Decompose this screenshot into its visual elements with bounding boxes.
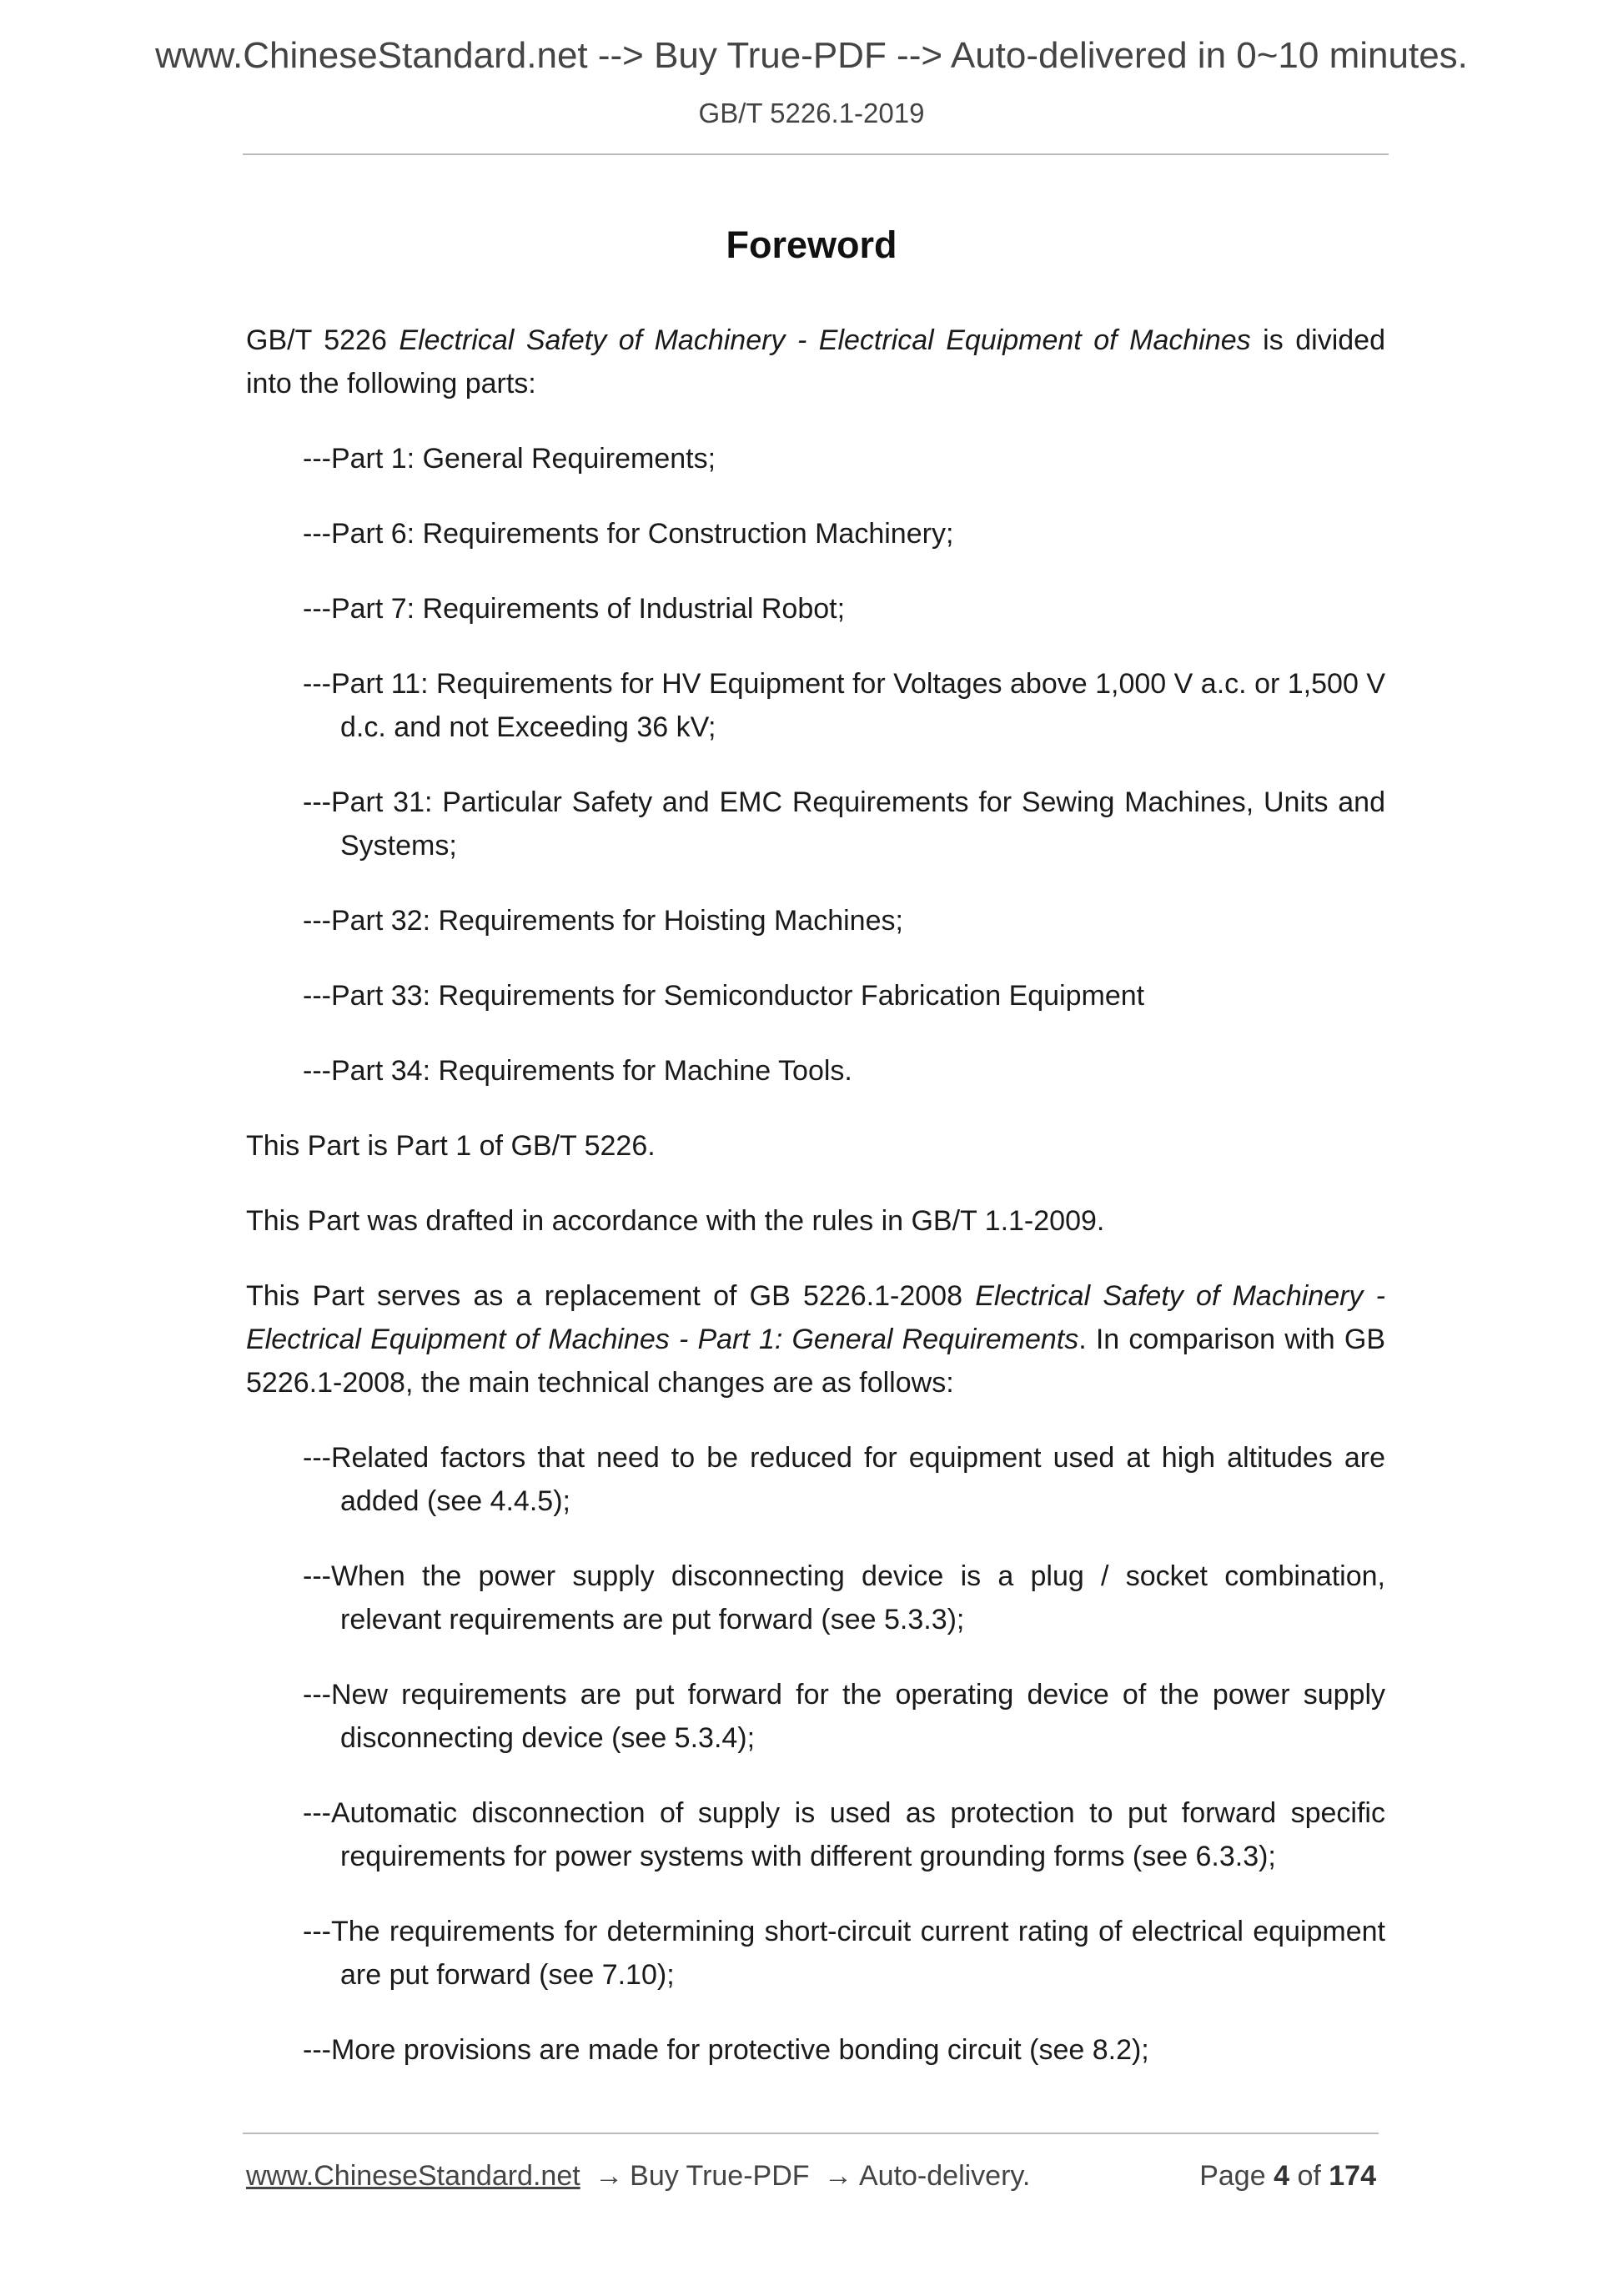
page-title: Foreword [726, 224, 897, 266]
change-list-item: ---More provisions are made for protective bonding circuit (see 8.2); [303, 2034, 1149, 2066]
page-footer [246, 2160, 1376, 2193]
parts-list-item: ---Part 6: Requirements for Construction Machinery; [303, 518, 954, 550]
intro-standard-title: Electrical Safety of Machinery - Electrical Equipment of Machines [399, 324, 1251, 356]
footer-auto-text: Auto-delivery. [858, 2160, 1031, 2192]
replacement-text-end: . In comparison with GB 5226.1-2008, the main technical changes are as follows: [246, 1324, 1385, 1399]
footer-site-link[interactable]: www.ChineseStandard.net [246, 2160, 580, 2192]
intro-paragraph [246, 319, 1385, 405]
header-divider [243, 153, 1389, 155]
page-number: 4 [1274, 2160, 1289, 2192]
arrow-right-icon: → [823, 2160, 852, 2192]
parts-list-item: ---Part 1: General Requirements; [303, 443, 716, 475]
page-total: 174 [1329, 2160, 1376, 2192]
footer-buy-text: Buy True-PDF [630, 2160, 810, 2192]
change-list-item: ---New requirements are put forward for the operating device of the power supply disconnecting device (see 5.3.4); [303, 1679, 1385, 1754]
replacement-paragraph [246, 1274, 1385, 1404]
page-label: Page [1199, 2160, 1266, 2192]
parts-list-item: ---Part 11: Requirements for HV Equipment for Voltages above 1,000 V a.c. or 1,500 V d.c. and not Exceeding 36 kV; [303, 668, 1385, 743]
drafting-statement: This Part was drafted in accordance with the rules in GB/T 1.1-2009. [246, 1205, 1105, 1237]
change-list-item: ---Automatic disconnection of supply is used as protection to put forward specific requirements for power systems with different grounding forms (see 6.3.3); [303, 1797, 1385, 1872]
page-of-label: of [1297, 2160, 1321, 2192]
intro-text-start: GB/T 5226 [246, 324, 399, 356]
parts-list-item: ---Part 31: Particular Safety and EMC Requirements for Sewing Machines, Units and Systems; [303, 786, 1385, 862]
parts-list-item: ---Part 33: Requirements for Semiconductor Fabrication Equipment [303, 980, 1145, 1012]
intro-text-end: is divided into the following parts: [246, 324, 1385, 399]
parts-list-item: ---Part 34: Requirements for Machine Tools. [303, 1055, 852, 1087]
document-body [246, 319, 1385, 2103]
arrow-right-icon: → [595, 2160, 624, 2192]
change-list-item: ---Related factors that need to be reduced for equipment used at high altitudes are added (see 4.4.5); [303, 1442, 1385, 1517]
parts-list-item: ---Part 32: Requirements for Hoisting Machines; [303, 905, 903, 937]
part-statement: This Part is Part 1 of GB/T 5226. [246, 1130, 656, 1162]
change-list-item: ---The requirements for determining short-circuit current rating of electrical equipment are put forward (see 7.10); [303, 1916, 1385, 1991]
page-indicator [1199, 2160, 1376, 2193]
parts-list-item: ---Part 7: Requirements of Industrial Robot; [303, 593, 846, 625]
top-banner: www.ChineseStandard.net --> Buy True-PDF --> Auto-delivered in 0~10 minutes. [155, 35, 1468, 76]
replacement-standard-title: Electrical Safety of Machinery - Electrical Equipment of Machines - Part 1: General Requirements [246, 1280, 1385, 1355]
document-code: GB/T 5226.1-2019 [698, 98, 925, 128]
footer-divider [243, 2133, 1379, 2134]
change-list-item: ---When the power supply disconnecting device is a plug / socket combination, relevant requirements are put forward (see 5.3.3); [303, 1560, 1385, 1635]
replacement-text-start: This Part serves as a replacement of GB 5226.1-2008 [246, 1280, 976, 1312]
